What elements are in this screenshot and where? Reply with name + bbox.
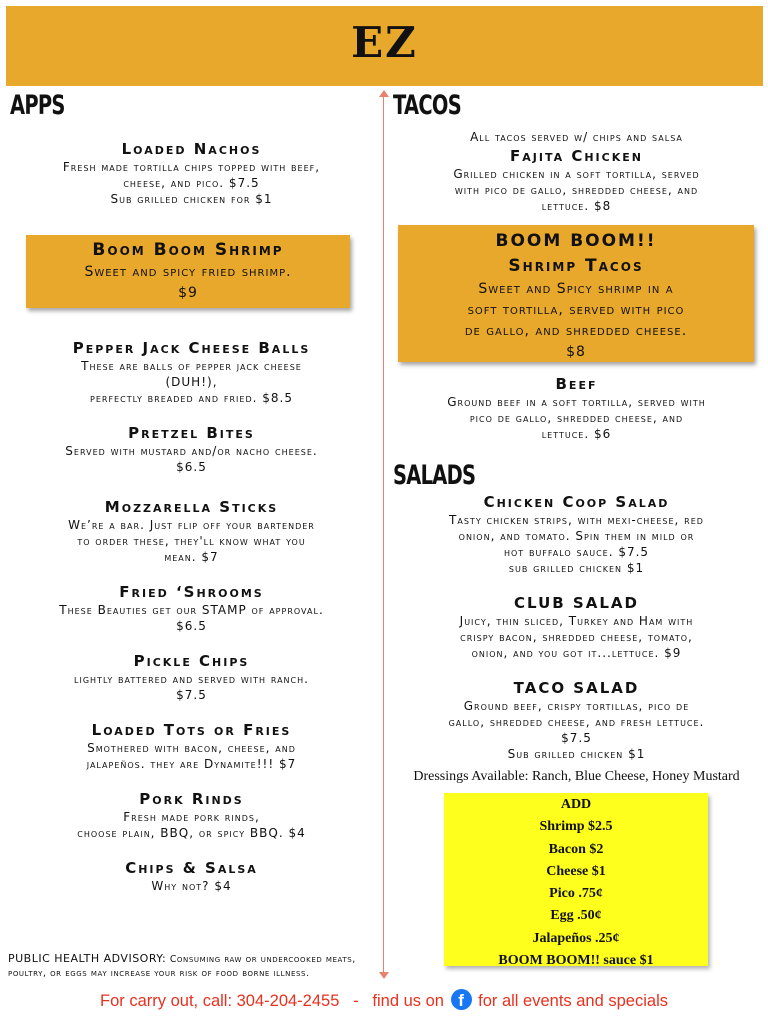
dressings-note: Dressings Available: Ranch, Blue Cheese, Honey Mustard [413,769,740,784]
item-desc-line: onion, and you got it...lettuce. $9 [471,646,682,660]
item-name: Chips & Salsa [125,859,258,877]
logo: EZ [351,18,418,67]
item-desc-line: $6.5 [176,460,207,474]
menu-item [0,721,383,772]
item-desc-line: $6.5 [176,619,207,633]
item-name: Pepper Jack Cheese Balls [72,339,311,357]
item-desc-line: lettuce. $8 [541,199,612,213]
add-item: Jalapeños .25¢ [532,930,620,946]
menu-item [385,493,768,576]
promo-boom-boom-shrimp [26,235,350,308]
item-desc-line: choose plain, BBQ, or spicy BBQ. $4 [77,826,306,840]
menu-item [0,140,383,207]
item-desc-line: lightly battered and served with ranch. [74,672,309,686]
promo-title: BOOM BOOM!! [495,231,657,251]
promo-desc-line: Sweet and Spicy shrimp in a [478,281,674,297]
menu-item [0,424,383,475]
item-name: Pretzel Bites [128,424,255,442]
promo-desc-line: soft tortilla, served with pico [467,302,685,318]
item-name: Pork Rinds [139,790,244,808]
item-desc-line: These Beauties get our STAMP of approval. [59,603,324,617]
add-ons-box [444,793,708,969]
item-desc-line: hot buffalo sauce. $7.5 [503,545,650,559]
item-desc-line: Grilled chicken in a soft tortilla, served [453,167,700,181]
divider-arrow-bottom [379,972,389,979]
promo-price: $9 [178,285,198,301]
advisory-text: Consuming raw or undercooked meats, poultry, or eggs may increase your risk of food borne illness. [8,954,356,979]
item-name: Loaded Nachos [121,140,262,158]
section-title-tacos: TACOS [393,90,461,121]
item-desc-line: cheese, and pico. $7.5 [123,176,260,190]
item-desc-line: with pico de gallo, shredded cheese, and [454,183,699,197]
item-desc-line: Sub grilled chicken for $1 [110,192,273,206]
item-desc-line: lettuce. $6 [541,427,612,441]
item-desc-line: Ground beef, crispy tortillas, pico de [463,699,690,713]
item-desc-line: pico de gallo, shredded cheese, and [469,411,684,425]
menu-item [0,339,383,406]
add-item: BOOM BOOM!! sauce $1 [498,953,654,969]
item-desc-line: gallo, shredded cheese, and fresh lettuce. [448,715,705,729]
add-title: ADD [560,797,592,812]
promo-subtitle: Shrimp Tacos [508,256,644,276]
item-name: TACO SALAD [513,679,640,697]
item-desc-line: Tasty chicken strips, with mexi-cheese, red [449,513,704,527]
item-desc-line: mean. $7 [164,550,219,564]
menu-item [0,652,383,703]
column-divider [383,94,384,974]
menu-item [0,790,383,841]
item-desc-line: Juicy, thin sliced, Turkey and Ham with [459,614,694,628]
advisory-heading: PUBLIC HEALTH ADVISORY: [8,952,167,965]
item-desc-line: Smothered with bacon, cheese, and [87,741,296,755]
divider-arrow-top [379,90,389,97]
section-title-apps: APPS [10,90,65,121]
item-name: Beef [555,375,598,393]
item-desc-line: Served with mustard and/or nacho cheese. [65,444,318,458]
promo-title: Boom Boom Shrimp [92,240,284,260]
item-name: Mozzarella Sticks [104,498,279,516]
footer-contact: For carry out, call: 304-204-2455 - find us on [100,992,444,1010]
promo-desc-line: de gallo, and shredded cheese. [464,323,688,339]
item-name: Pickle Chips [133,652,250,670]
item-desc-line: Sub grilled chicken $1 [507,747,646,761]
promo-boom-boom-shrimp-tacos [398,225,754,362]
item-desc-line: We’re a bar. Just flip off your bartender [68,518,315,532]
header-banner [6,6,763,86]
item-name: Loaded Tots or Fries [91,721,292,739]
item-desc-line: Fresh made tortilla chips topped with beef, [62,160,321,174]
add-item: Bacon $2 [548,841,604,857]
menu-item [0,583,383,634]
menu-item [0,498,383,565]
item-name: Fried ‘Shrooms [119,583,264,601]
health-advisory [8,952,378,980]
promo-desc: Sweet and spicy fried shrimp. [84,264,292,280]
item-desc-line: crispy bacon, shredded cheese, tomato, [460,630,693,644]
footer [0,989,768,1011]
item-desc-line: Ground beef in a soft tortilla, served with [447,395,706,409]
item-desc-line: onion, and tomato. Spin them in mild or [458,529,695,543]
item-desc-line: These are balls of pepper jack cheese [81,359,302,373]
item-desc-line: to order these, they'll know what you [77,534,306,548]
menu-item [385,147,768,214]
item-name: CLUB SALAD [514,594,639,612]
item-desc-line: perfectly breaded and fried. $8.5 [90,391,293,405]
item-desc-line: Fresh made pork rinds, [123,810,260,824]
item-desc-line: sub grilled chicken $1 [508,561,645,575]
footer-tagline: for all events and specials [478,992,668,1010]
menu-item [0,859,383,894]
menu-item [385,375,768,442]
add-item: Pico .75¢ [549,886,603,902]
item-name: Chicken Coop Salad [483,493,670,511]
item-name: Fajita Chicken [510,147,643,165]
menu-item [385,679,768,762]
item-desc-line: (DUH!), [165,375,218,389]
item-desc-line: $7.5 [561,731,592,745]
item-desc-line: Why not? $4 [151,879,232,893]
item-desc-line: jalapeños. they are Dynamite!!! $7 [86,757,297,771]
section-title-salads: SALADS [393,460,476,491]
tacos-note: All tacos served w/ chips and salsa [470,130,683,144]
add-item: Cheese $1 [546,863,606,879]
menu-item [385,594,768,661]
promo-price: $8 [566,344,586,360]
facebook-icon[interactable]: f [451,989,472,1010]
add-item: Egg .50¢ [550,908,602,924]
item-desc-line: $7.5 [176,688,207,702]
add-item: Shrimp $2.5 [539,819,613,835]
